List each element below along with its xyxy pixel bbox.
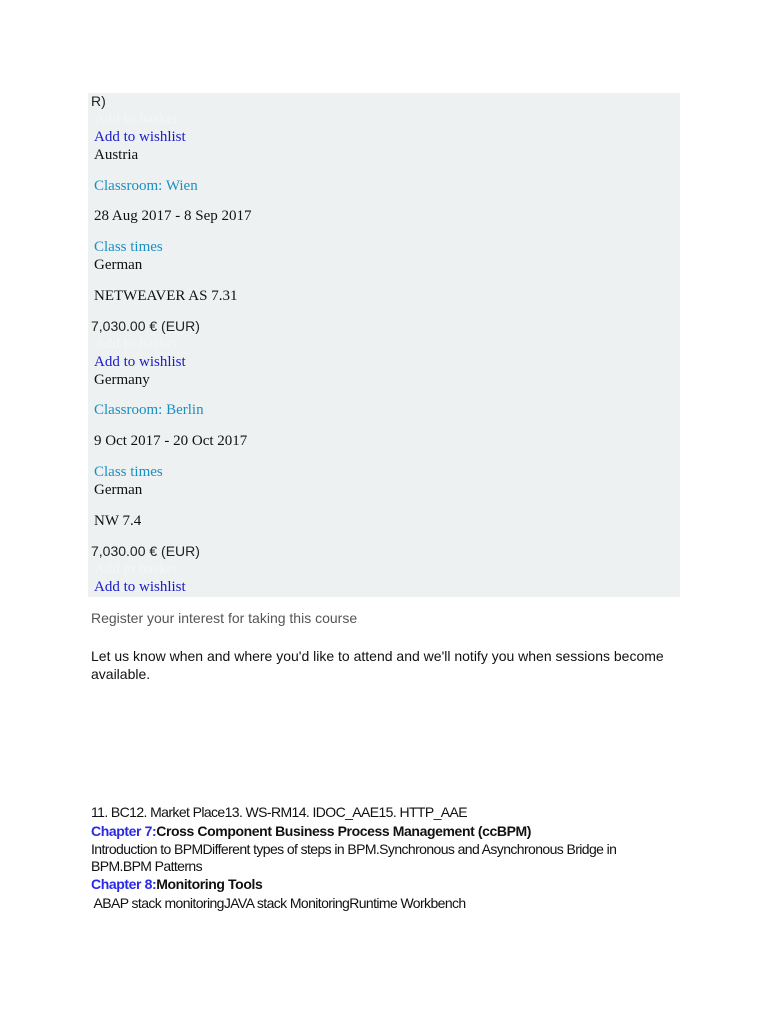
class-times-link[interactable]: Class times (94, 239, 163, 255)
session-dates: 9 Oct 2017 - 20 Oct 2017 (94, 433, 248, 449)
register-interest-heading: Register your interest for taking this course (91, 610, 358, 626)
session-release: NETWEAVER AS 7.31 (94, 288, 238, 304)
session-country: Austria (94, 147, 139, 163)
chapter-7-title: Cross Component Business Process Management (ccBPM) (156, 823, 532, 839)
chapter-7-body-cont: BPM.BPM Patterns (91, 858, 202, 874)
chapter-8-label: Chapter 8: (91, 876, 157, 892)
outline-topics-line: 11. BC12. Market Place13. WS-RM14. IDOC_AAE15. HTTP_AAE (91, 804, 468, 820)
session-language: German (94, 482, 143, 498)
session-dates: 28 Aug 2017 - 8 Sep 2017 (94, 208, 252, 224)
add-to-basket-link[interactable]: Add to basket (94, 561, 178, 577)
session-location-link[interactable]: Classroom: Wien (94, 178, 198, 194)
session-language: German (94, 257, 143, 273)
add-to-wishlist-link[interactable]: Add to wishlist (94, 354, 186, 370)
chapter-7-heading (91, 823, 531, 839)
add-to-wishlist-link[interactable]: Add to wishlist (94, 579, 186, 595)
add-to-basket-link[interactable]: Add to basket (94, 336, 178, 352)
class-times-link[interactable]: Class times (94, 464, 163, 480)
session-country: Germany (94, 372, 150, 388)
session-price: 7,030.00 € (EUR) (91, 318, 200, 334)
add-to-basket-link[interactable]: Add to basket (94, 111, 178, 127)
session-release: NW 7.4 (94, 513, 142, 529)
chapter-8-title: Monitoring Tools (156, 876, 263, 892)
chapter-8-heading (91, 876, 262, 892)
chapter-8-body: ABAP stack monitoringJAVA stack MonitoringRuntime Workbench (91, 895, 466, 911)
session-location-link[interactable]: Classroom: Berlin (94, 402, 204, 418)
session-price: 7,030.00 € (EUR) (91, 543, 200, 559)
chapter-7-body: Introduction to BPMDifferent types of steps in BPM.Synchronous and Asynchronous Bridge in (91, 841, 617, 857)
chapter-7-label: Chapter 7: (91, 823, 157, 839)
price-fragment: R) (91, 93, 106, 109)
register-interest-body: Let us know when and where you'd like to attend and we'll notify you when sessions become available. (91, 648, 664, 682)
add-to-wishlist-link[interactable]: Add to wishlist (94, 129, 186, 145)
